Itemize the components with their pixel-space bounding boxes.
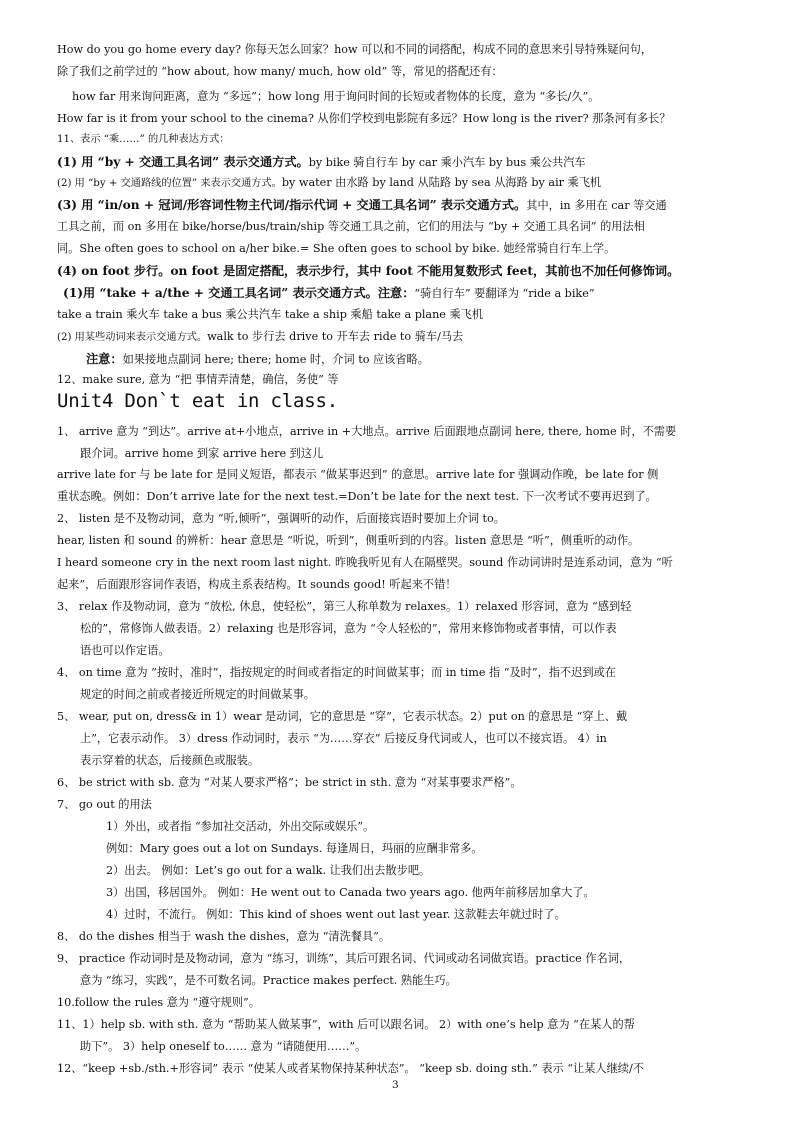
paragraph-line: 2、 listen 是不及物动词，意为 “听,倾听”，强调听的动作，后面接宾语时要加上介词 to。: [57, 512, 505, 525]
paragraph-line: 4、 on time 意为 “按时，准时”，指按规定的时间或者指定的时间做某事；而 in time 指 “及时”，指不迟到或在: [57, 666, 616, 679]
paragraph-line: 起来”，后面跟形容词作表语，构成主系表结构。It sounds good! 听起来不错！: [57, 578, 457, 591]
paragraph-line: 语也可以作定语。: [80, 644, 170, 657]
bold-heading: (1)用 “take + a/the + 交通工具名词” 表示交通方式。注意：: [63, 286, 415, 300]
paragraph-line: 1、 arrive 意为 “到达”。arrive at+小地点，arrive in +大地点。arrive 后面跟地点副词 here, there, home 时，不需要: [57, 425, 677, 438]
paragraph-line: 3、 relax 作及物动词，意为 “放松, 休息，使轻松”，第三人称单数为 relaxes。1）relaxed 形容词，意为 “感到轻: [57, 600, 632, 613]
paragraph-text: by water 由水路 by land 从陆路 by sea 从海路 by air 乘飞机: [281, 176, 602, 189]
paragraph-line: 12、“keep +sb./sth.+形容词” 表示 “使某人或者某物保持某种状态”。 “keep sb. doing sth.” 表示 “让某人继续/不: [57, 1062, 644, 1075]
paragraph-line: [57, 151, 750, 174]
paragraph-line: 5、 wear, put on, dress& in 1）wear 是动词，它的意思是 “穿”，它表示状态。2）put on 的意思是 “穿上、戴: [57, 710, 628, 723]
paragraph-line: How far is it from your school to the cinema? 从你们学校到电影院有多远？How long is the river? 那条河有多长？: [57, 112, 671, 125]
paragraph-line: how far 用来询问距离，意为 “多远”；how long 用于询问时间的长短或者物体的长度，意为 “多长/久”。: [72, 90, 600, 103]
paragraph-line: 4）过时，不流行。 例如：This kind of shoes went out last year. 这款鞋去年就过时了。: [106, 908, 566, 921]
paragraph-line: take a train 乘火车 take a bus 乘公共汽车 take a ship 乘船 take a plane 乘飞机: [57, 308, 484, 321]
paragraph-line: [86, 348, 750, 371]
paragraph-line: 6、 be strict with sb. 意为 “对某人要求严格”；be strict in sth. 意为 “对某事要求严格”。: [57, 776, 522, 789]
paragraph-line: [57, 194, 750, 217]
paragraph-line: 重状态晚。例如：Don’t arrive late for the next test.=Don’t be late for the next test. 下一次考试不要再迟到了。: [57, 490, 657, 503]
paragraph-line: 12、make sure, 意为 “把 事情弄清楚，确信，务使” 等: [57, 373, 339, 386]
paragraph-line: 助下”。 3）help oneself to…… 意为 “请随便用……”。: [80, 1040, 367, 1053]
paragraph-line: 上”，它表示动作。 3）dress 作动词时，表示 “为……穿衣” 后接反身代词或人，也可以不接宾语。 4）in: [80, 732, 607, 745]
paragraph-line: I heard someone cry in the next room last night. 昨晚我听见有人在隔壁哭。sound 作动词讲时是连系动词，意为 “听: [57, 556, 673, 569]
small-text: (2) 用某些动词来表示交通方式。: [57, 332, 208, 343]
paragraph-text: by bike 骑自行车 by car 乘小汽车 by bus 乘公共汽车: [308, 156, 586, 169]
paragraph-line: 10.follow the rules 意为 “遵守规则”。: [57, 996, 260, 1009]
paragraph-line: 工具之前，而 on 多用在 bike/horse/bus/train/ship 等交通工具之前，它们的用法与 “by + 交通工具名词” 的用法相: [57, 220, 645, 233]
paragraph-line: 同。She often goes to school on a/her bike.= She often goes to school by bike. 她经常骑自行车上学。: [57, 242, 616, 255]
paragraph-line: 意为 “练习，实践”，是不可数名词。Practice makes perfect. 熟能生巧。: [80, 974, 457, 987]
paragraph-line: [57, 326, 750, 349]
paragraph-line: 2）出去。 例如：Let’s go out for a walk. 让我们出去散步吧。: [106, 864, 431, 877]
page-number: 3: [392, 1079, 399, 1091]
paragraph-line: 11、1）help sb. with sth. 意为 “帮助某人做某事”，with 后可以跟名词。 2）with one’s help 意为 “在某人的帮: [57, 1018, 635, 1031]
paragraph-text: 如果接地点副词 here; there; home 时，介词 to 应该省略。: [122, 353, 429, 366]
paragraph-line: [63, 282, 750, 305]
paragraph-line: 除了我们之前学过的 “how about, how many/ much, how old” 等，常见的搭配还有：: [57, 65, 503, 78]
paragraph-text: “骑自行车” 要翻译为 “ride a bike”: [414, 287, 595, 300]
paragraph-line: 1）外出，或者指 “参加社交活动，外出交际或娱乐”。: [106, 820, 375, 833]
paragraph-line: [57, 172, 750, 195]
paragraph-line: 3）出国，移居国外。 例如：He went out to Canada two years ago. 他两年前移居加拿大了。: [106, 886, 595, 899]
paragraph-line: 9、 practice 作动词时是及物动词，意为 “练习，训练”，其后可跟名词、代词或动名词做宾语。practice 作名词，: [57, 952, 631, 965]
paragraph-text: walk to 步行去 drive to 开车去 ride to 骑车/马去: [207, 330, 464, 343]
bold-heading: 注意：: [86, 352, 123, 366]
paragraph-line: 11、表示 “乘……” 的几种表达方式：: [57, 134, 230, 145]
paragraph-line: 跟介词。arrive home 到家 arrive here 到这儿: [80, 447, 324, 460]
unit-title: Unit4 Don`t eat in class.: [57, 390, 338, 412]
paragraph-line: 规定的时间之前或者接近所规定的时间做某事。: [80, 688, 315, 701]
bold-heading: (3) 用 “in/on + 冠词/形容词性物主代词/指示代词 + 交通工具名词” 表示交通方式。: [57, 198, 527, 212]
small-text: (2) 用 “by + 交通路线的位置” 来表示交通方式。: [57, 178, 282, 189]
paragraph-line: hear, listen 和 sound 的辨析：hear 意思是 “听说，听到”，侧重听到的内容。listen 意思是 “听”，侧重听的动作。: [57, 534, 640, 547]
paragraph-line: 例如：Mary goes out a lot on Sundays. 每逢周日，玛丽的应酬非常多。: [106, 842, 483, 855]
paragraph-line: 7、 go out 的用法: [57, 798, 152, 811]
paragraph-line: How do you go home every day? 你每天怎么回家？how 可以和不同的词搭配，构成不同的意思来引导特殊疑问句，: [57, 43, 653, 56]
paragraph-line: 8、 do the dishes 相当于 wash the dishes，意为 “清洗餐具”。: [57, 930, 391, 943]
paragraph-text: 其中，in 多用在 car 等交通: [526, 199, 667, 212]
paragraph-line: 松的”，常修饰人做表语。2）relaxing 也是形容词，意为 “令人轻松的”，常用来修饰物或者事情，可以作表: [80, 622, 617, 635]
paragraph-line: arrive late for 与 be late for 是同义短语，都表示 “做某事迟到” 的意思。arrive late for 强调动作晚，be late for 侧: [57, 468, 659, 481]
paragraph-line: 表示穿着的状态，后接颜色或服装。: [80, 754, 260, 767]
bold-heading: (1) 用 “by + 交通工具名词” 表示交通方式。: [57, 155, 309, 169]
bold-heading: (4) on foot 步行。on foot 是固定搭配，表示步行，其中 foot 不能用复数形式 feet，其前也不加任何修饰词。: [57, 264, 680, 278]
